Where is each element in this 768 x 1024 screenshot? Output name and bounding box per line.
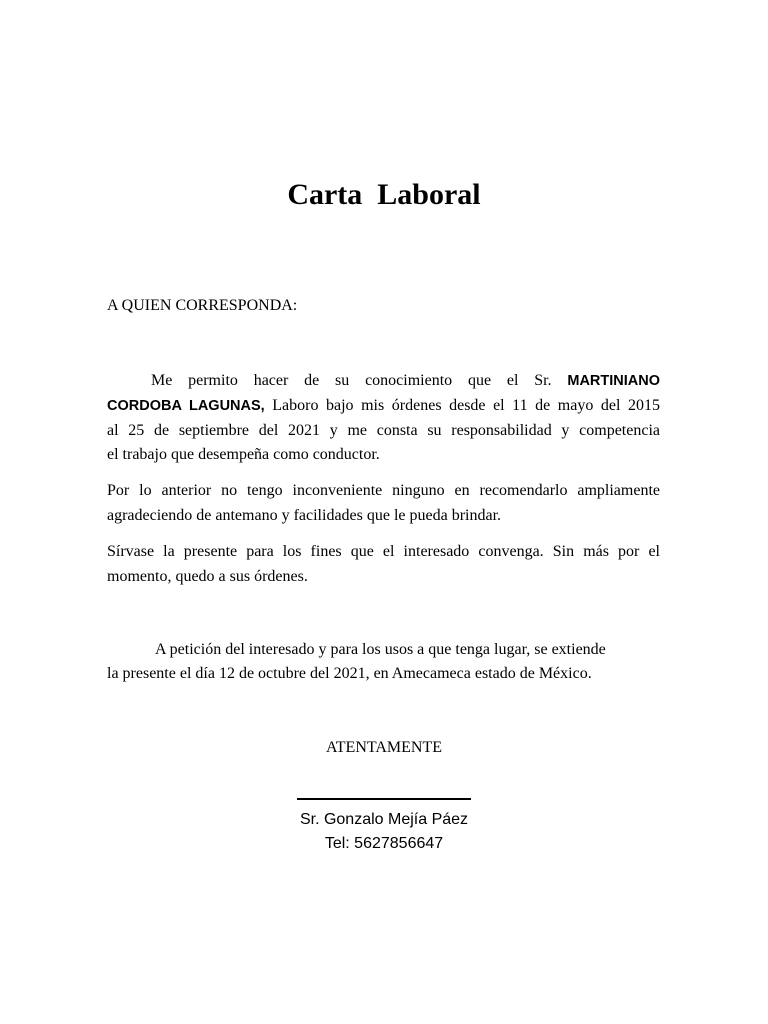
paragraph-1-line-1	[107, 370, 660, 392]
signer-phone: Tel: 5627856647	[324, 835, 444, 852]
paragraph-4-line-1: A petición del interesado y para los usos a que tenga lugar, se extiende	[155, 641, 606, 658]
paragraph-1-line-3: al 25 de septiembre del 2021 y me consta su responsabilidad y competencia	[107, 422, 660, 439]
signer-name: Sr. Gonzalo Mejía Páez	[299, 811, 469, 828]
document-title: Carta Laboral	[287, 178, 481, 211]
salutation: A QUIEN CORRESPONDA:	[107, 297, 298, 314]
paragraph-1-line-1-text: Me permito hacer de su conocimiento que el Sr.	[151, 372, 552, 389]
signature-line	[297, 798, 471, 800]
employee-first-name: MARTINIANO	[567, 373, 661, 389]
employee-last-names: CORDOBA LAGUNAS,	[107, 398, 265, 414]
paragraph-1-line-2-text: Laboro bajo mis órdenes desde el 11 de mayo del 2015	[272, 397, 660, 414]
closing-text: ATENTAMENTE	[325, 739, 443, 756]
paragraph-3-line-1: Sírvase la presente para los fines que el interesado convenga. Sin más por el	[107, 543, 660, 560]
paragraph-2-line-1: Por lo anterior no tengo inconveniente ninguno en recomendarlo ampliamente	[107, 482, 660, 499]
paragraph-1-line-2	[107, 395, 660, 417]
paragraph-4-line-2: la presente el día 12 de octubre del 2021, en Amecameca estado de México.	[107, 665, 592, 682]
paragraph-1-line-4: el trabajo que desempeña como conductor.	[107, 446, 380, 463]
paragraph-3-line-2: momento, quedo a sus órdenes.	[107, 568, 308, 585]
paragraph-2-line-2: agradeciendo de antemano y facilidades que le pueda brindar.	[107, 507, 502, 524]
